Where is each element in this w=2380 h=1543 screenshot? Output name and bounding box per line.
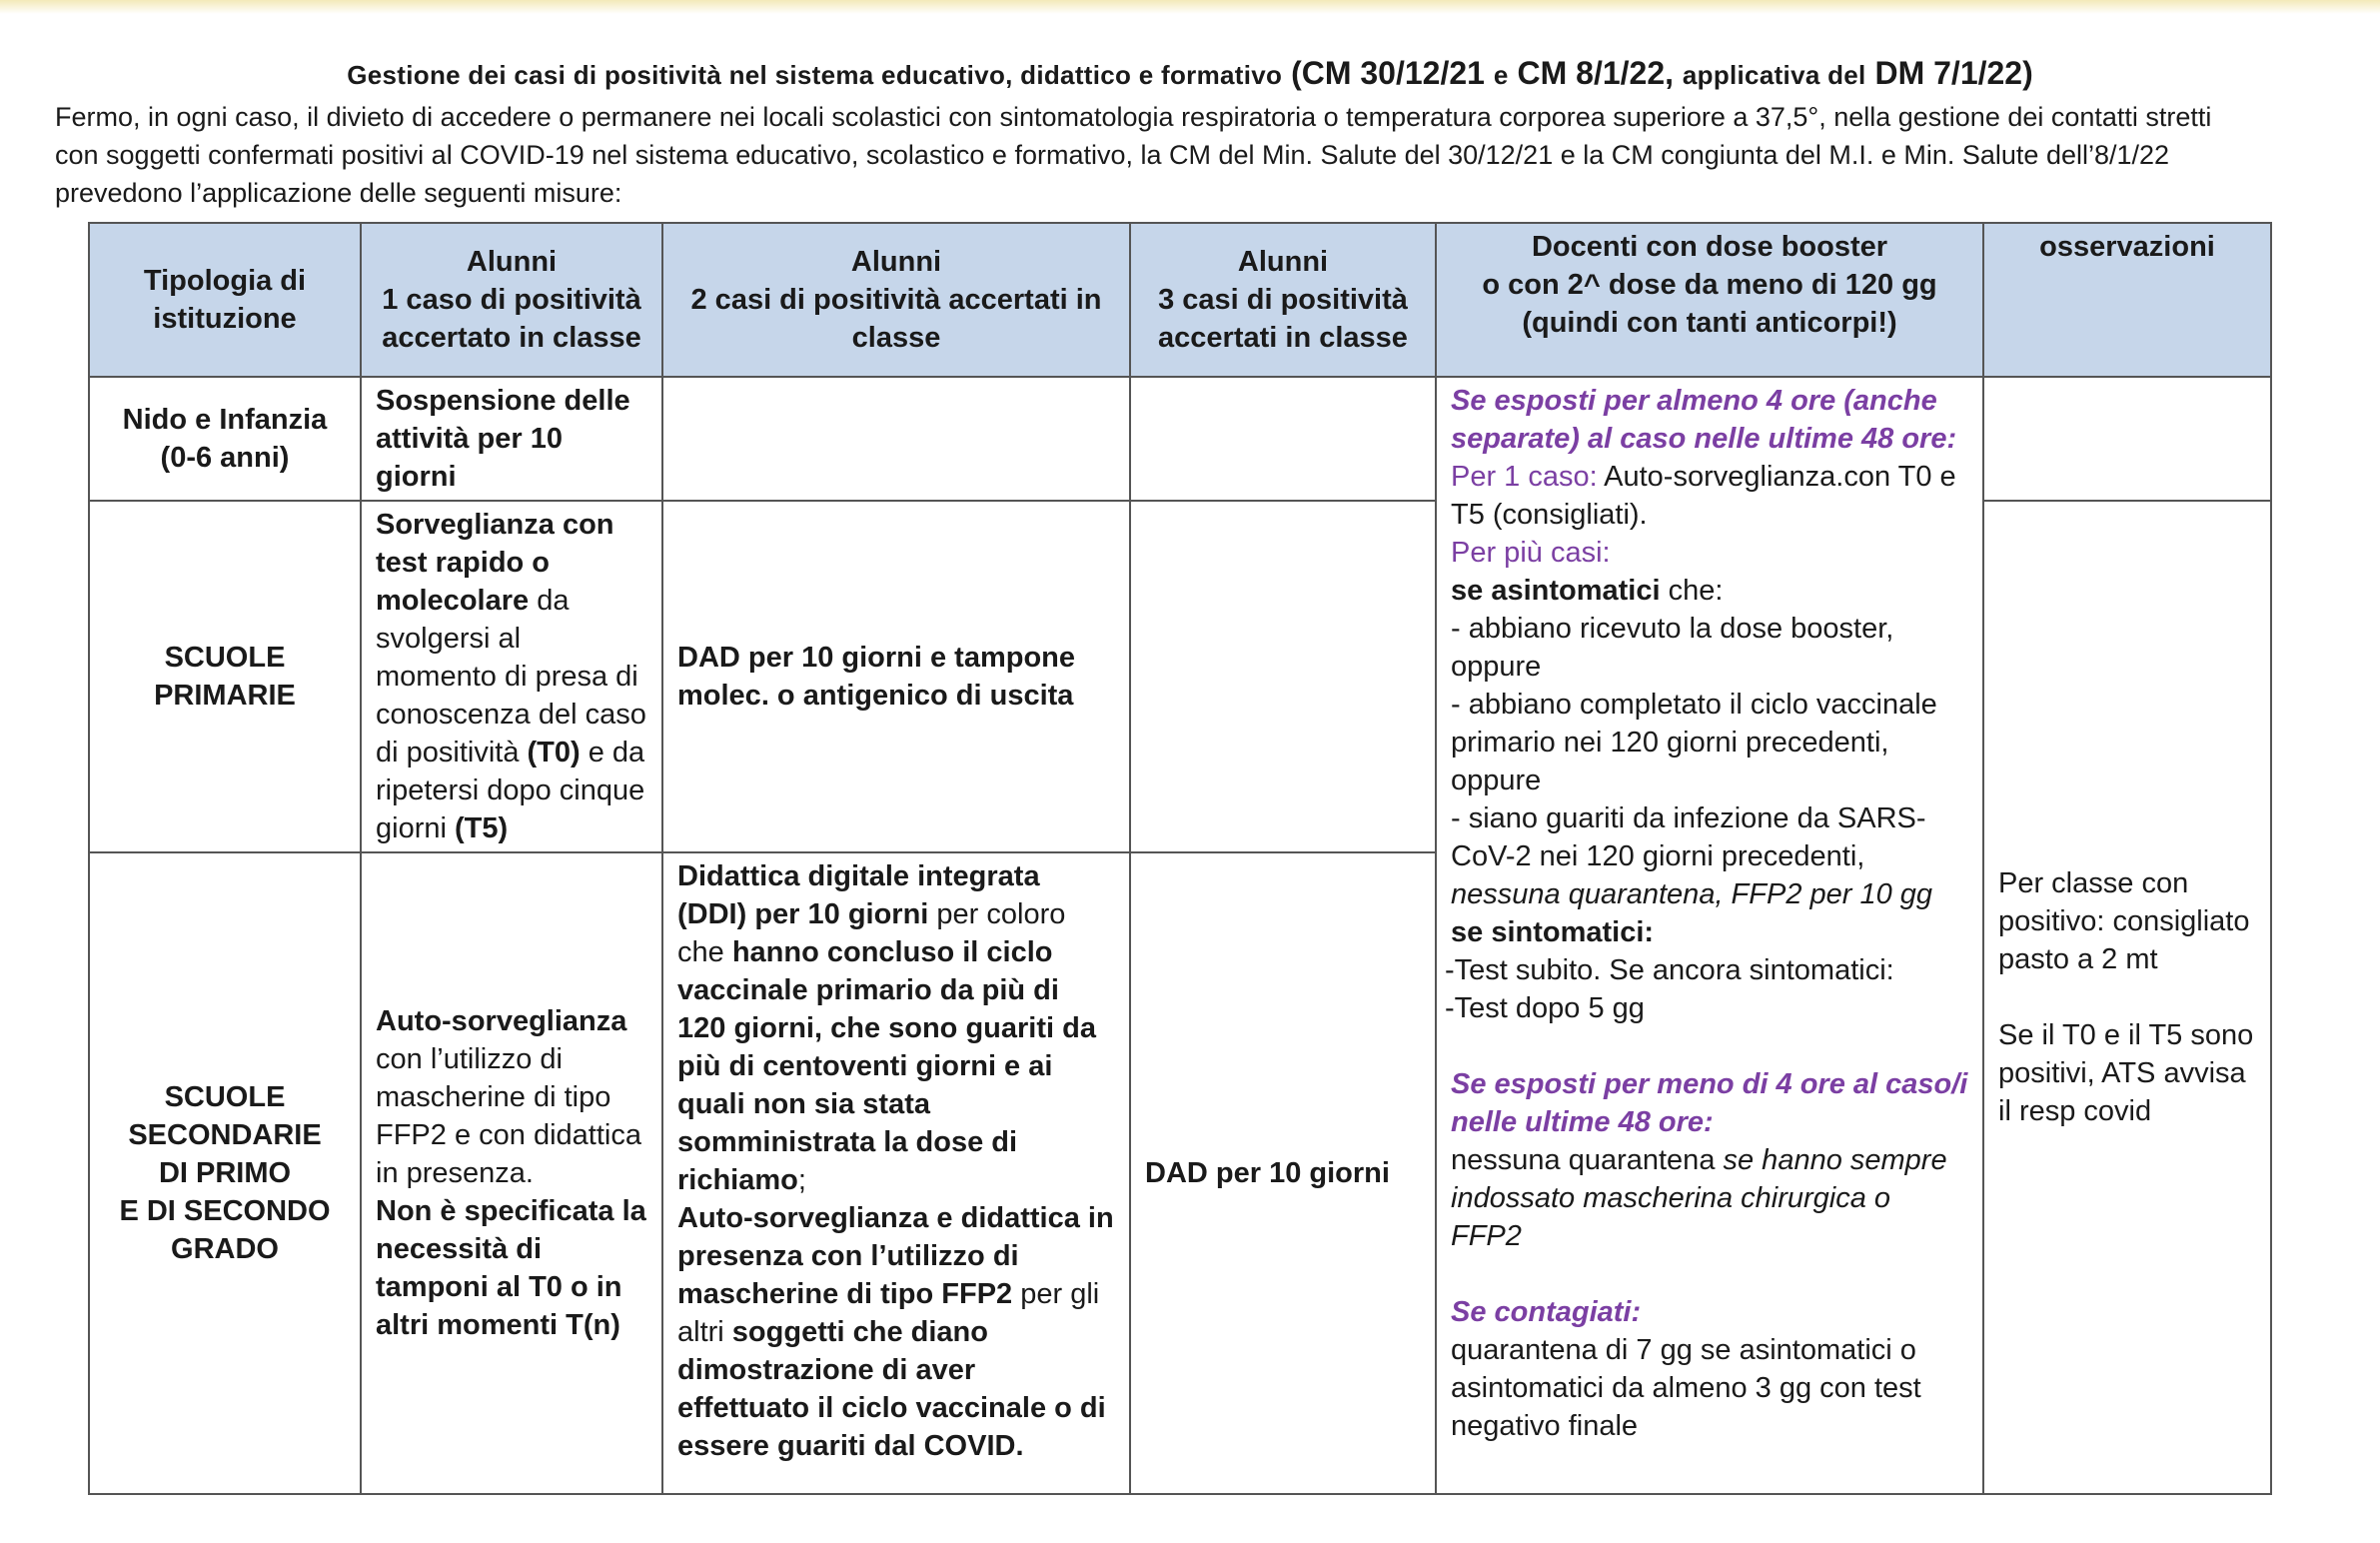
title-part-5: applicativa del bbox=[1682, 60, 1866, 90]
header-two-cases bbox=[662, 223, 1130, 377]
header-col3-line3: classe bbox=[851, 322, 941, 354]
cell-primary-one-case bbox=[361, 501, 662, 852]
table-row-nursery bbox=[89, 377, 2271, 501]
primary-one-case-bold-3: (T5) bbox=[455, 812, 509, 844]
teachers-no-quarantine: nessuna quarantena, FFP2 per 10 gg bbox=[1451, 878, 1933, 910]
table-header-row bbox=[89, 223, 2271, 377]
header-col5-line2: o con 2^ dose da meno di 120 gg bbox=[1482, 269, 1937, 301]
observations-ats: Se il T0 e il T5 sono positivi, ATS avvisa il resp covid bbox=[1998, 1019, 2254, 1127]
header-one-case bbox=[361, 223, 662, 377]
primary-one-case-bold-2: (T0) bbox=[527, 737, 581, 769]
cell-nursery-one-case: Sospensione delle attività per 10 giorni bbox=[361, 377, 662, 501]
cell-secondary-three-cases: DAD per 10 giorni bbox=[1130, 852, 1436, 1494]
header-col1-line1: Tipologia di bbox=[143, 265, 307, 297]
teachers-heading-4h-plus: Se esposti per almeno 4 ore (anche separate) al caso nelle ultime 48 ore: bbox=[1451, 385, 1957, 455]
teachers-asymptomatic-text: che: bbox=[1660, 575, 1724, 607]
inst-nursery-line2: (0-6 anni) bbox=[160, 442, 290, 474]
teachers-under-4h-italic: se hanno sempre indossato mascherina chirurgica o FFP2 bbox=[1451, 1144, 1947, 1252]
secondary-two-cases-text-2: ; bbox=[797, 1164, 806, 1196]
teachers-asymptomatic bbox=[1451, 572, 1968, 610]
header-col2-line1: Alunni bbox=[466, 246, 558, 278]
top-page-strip bbox=[0, 0, 2380, 14]
teachers-one-case bbox=[1451, 458, 1968, 534]
inst-secondary-line2: SECONDARIE bbox=[128, 1119, 322, 1151]
header-col5-line3: (quindi con tanti anticorpi!) bbox=[1522, 307, 1897, 339]
secondary-two-cases-text-3: per gli altri bbox=[677, 1278, 1100, 1348]
header-col4-line2: 3 casi di positività bbox=[1158, 284, 1408, 316]
teachers-heading-under-4h: Se esposti per meno di 4 ore al caso/i nelle ultime 48 ore: bbox=[1451, 1068, 1968, 1138]
inst-secondary-line1: SCUOLE bbox=[164, 1081, 286, 1113]
secondary-one-case-bold-1: Auto-sorveglianza bbox=[376, 1005, 627, 1037]
header-three-cases bbox=[1130, 223, 1436, 377]
cell-primary-three-cases bbox=[1130, 501, 1436, 852]
primary-one-case-text-1: da svolgersi al momento di presa di conoscenza del caso di positività bbox=[376, 585, 646, 769]
cell-nursery-two-cases bbox=[662, 377, 1130, 501]
teachers-infected-text: quarantena di 7 gg se asintomatici o asintomatici da almeno 3 gg con test negativo finale bbox=[1451, 1334, 1921, 1442]
intro-paragraph: Fermo, in ogni caso, il divieto di accedere o permanere nei locali scolastici con sintomatologia respiratoria o temperatura corporea superiore a 37,5°, nella gestione dei contatti stretti con soggetti confermati positivi al COVID-19 nel sistema educativo, scolastico e formativo, la CM del Min. Salute del 30/12/21 e la CM congiunta del M.I. e Min. Salute dell’8/1/22 prevedono l’applicazione delle seguenti misure: bbox=[55, 102, 2212, 208]
cell-institution-primary bbox=[89, 501, 361, 852]
header-col2-line3: accertato in classe bbox=[382, 322, 641, 354]
teachers-under-4h-plain: nessuna quarantena bbox=[1451, 1144, 1724, 1176]
measures-table bbox=[88, 222, 2272, 1495]
inst-secondary-line5: GRADO bbox=[171, 1233, 279, 1265]
spacer bbox=[1451, 1255, 1968, 1293]
header-col1-line2: istituzione bbox=[153, 303, 297, 335]
teachers-bullet-primary-cycle: - abbiano completato il ciclo vaccinale primario nei 120 giorni precedenti, oppure bbox=[1451, 689, 1937, 796]
cell-secondary-one-case bbox=[361, 852, 662, 1494]
spacer bbox=[1451, 1027, 1968, 1065]
primary-one-case-bold-1: Sorveglianza con test rapido o molecolare bbox=[376, 509, 614, 617]
teachers-more-cases-label: Per più casi: bbox=[1451, 537, 1611, 569]
header-col3-line1: Alunni bbox=[850, 246, 942, 278]
teachers-under-4h-text bbox=[1451, 1141, 1968, 1255]
spacer bbox=[1998, 978, 2256, 1016]
cell-institution-secondary bbox=[89, 852, 361, 1494]
primary-one-case-text-2: e da ripetersi dopo cinque giorni bbox=[376, 737, 645, 844]
teachers-asymptomatic-label: se asintomatici bbox=[1451, 575, 1661, 607]
secondary-two-cases-bold-3: Auto-sorveglianza e didattica in presenza con l’utilizzo di mascherine di tipo FFP2 bbox=[677, 1202, 1114, 1310]
teachers-one-case-text: Auto-sorveglianza.con T0 e T5 (consigliati). bbox=[1451, 461, 1956, 531]
cell-institution-nursery bbox=[89, 377, 361, 501]
cell-teachers bbox=[1436, 377, 1983, 1494]
teachers-symptomatic-test-now: -Test subito. Se ancora sintomatici: bbox=[1445, 954, 1894, 986]
title-part-6: DM 7/1/22) bbox=[1865, 55, 2033, 91]
observations-lunch: Per classe con positivo: consigliato pasto a 2 mt bbox=[1998, 867, 2250, 975]
title-part-4: CM 8/1/22, bbox=[1508, 55, 1683, 91]
teachers-one-case-label: Per 1 caso: bbox=[1451, 461, 1598, 493]
header-col4-line3: accertati in classe bbox=[1158, 322, 1408, 354]
secondary-two-cases-bold-1: Didattica digitale integrata (DDI) per 10 giorni bbox=[677, 860, 1040, 930]
header-teachers bbox=[1436, 223, 1983, 377]
header-col5-line1: Docenti con dose booster bbox=[1531, 231, 1888, 263]
teachers-bullet-recovered: - siano guariti da infezione da SARS-CoV-2 nei 120 giorni precedenti, bbox=[1451, 802, 1926, 872]
secondary-two-cases-bold-4: soggetti che diano dimostrazione di aver effettuato il ciclo vaccinale o di essere guariti dal COVID. bbox=[677, 1316, 1106, 1462]
inst-nursery-line1: Nido e Infanzia bbox=[122, 404, 328, 436]
cell-secondary-two-cases bbox=[662, 852, 1130, 1494]
title-part-3: e bbox=[1493, 60, 1509, 90]
title-part-1: Gestione dei casi di positività nel sistema educativo, didattico e formativo bbox=[347, 60, 1283, 90]
secondary-two-cases-bold-2: hanno concluso il ciclo vaccinale primario da più di 120 giorni, che sono guariti da più di centoventi giorni e ai quali non sia stata somministrata la dose di richiamo bbox=[677, 936, 1096, 1196]
teachers-heading-infected: Se contagiati: bbox=[1451, 1296, 1642, 1328]
cell-observations bbox=[1983, 501, 2271, 1494]
secondary-two-cases-text-1: per coloro che bbox=[677, 898, 1066, 968]
teachers-bullet-booster: - abbiano ricevuto la dose booster, oppure bbox=[1451, 613, 1894, 683]
header-observations: osservazioni bbox=[1983, 223, 2271, 377]
inst-secondary-line4: E DI SECONDO bbox=[119, 1195, 331, 1227]
inst-secondary-line3: DI PRIMO bbox=[158, 1157, 292, 1189]
teachers-symptomatic-label: se sintomatici: bbox=[1451, 916, 1655, 948]
cell-primary-two-cases: DAD per 10 giorni e tampone molec. o antigenico di uscita bbox=[662, 501, 1130, 852]
document-title bbox=[0, 54, 2380, 94]
secondary-one-case-bold-2: Non è specificata la necessità di tamponi al T0 o in altri momenti T(n) bbox=[376, 1195, 646, 1341]
inst-primary-line1: SCUOLE bbox=[164, 642, 286, 674]
header-col4-line1: Alunni bbox=[1237, 246, 1329, 278]
cell-nursery-observations bbox=[1983, 377, 2271, 501]
header-col3-line2: 2 casi di positività accertati in bbox=[690, 284, 1102, 316]
secondary-one-case-text-1: con l’utilizzo di mascherine di tipo FFP2 e con didattica in presenza. bbox=[376, 1043, 641, 1189]
header-institution-type bbox=[89, 223, 361, 377]
teachers-symptomatic-test-later: -Test dopo 5 gg bbox=[1445, 992, 1645, 1024]
inst-primary-line2: PRIMARIE bbox=[154, 680, 296, 712]
cell-nursery-three-cases bbox=[1130, 377, 1436, 501]
title-part-2: (CM 30/12/21 bbox=[1282, 55, 1494, 91]
header-col2-line2: 1 caso di positività bbox=[382, 284, 641, 316]
